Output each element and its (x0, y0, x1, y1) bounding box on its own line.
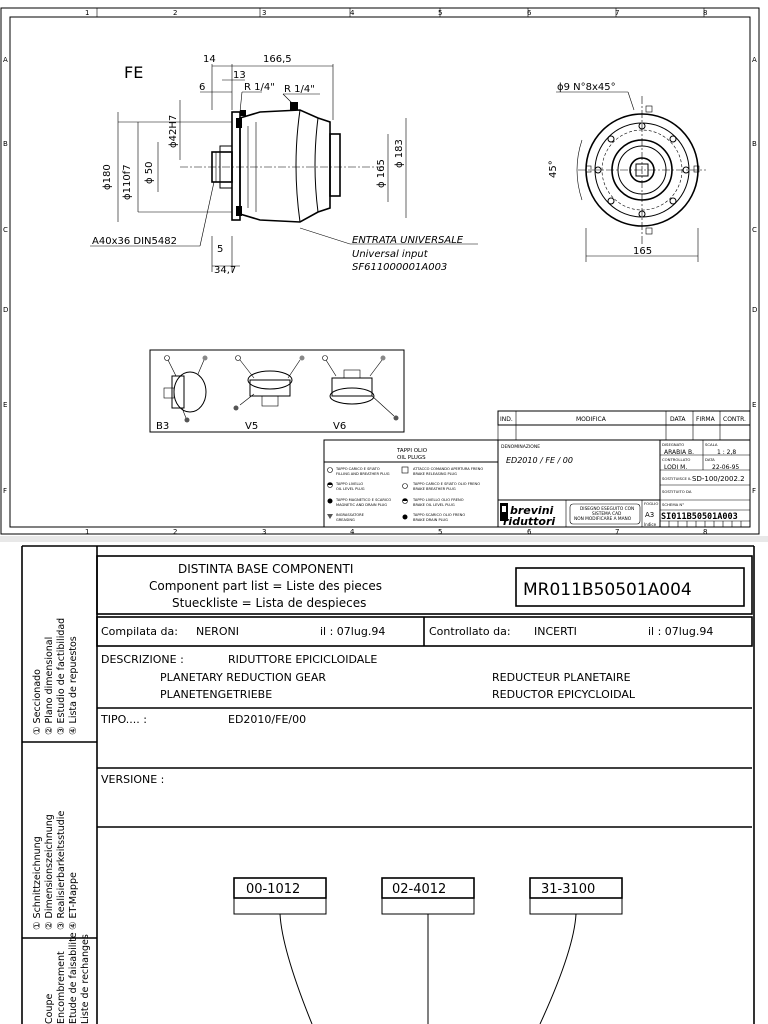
col-label: 1 (85, 9, 90, 17)
plug-item: TAPPO LIVELLO (336, 482, 364, 486)
mounting-label-v5: V5 (245, 421, 259, 432)
side-es-3: ③ Estudio de factibilidad (56, 617, 67, 735)
versione-label: VERSIONE : (101, 773, 165, 786)
col-label: 2 (173, 9, 178, 17)
denominazione-value: ED2010 / FE / 00 (506, 456, 573, 465)
descr-de: PLANETENGETRIEBE (160, 688, 273, 701)
side-fr-3: Etude de faisabilite (68, 932, 79, 1024)
col-label: 7 (615, 9, 620, 17)
col-label: 5 (438, 528, 443, 536)
mounting-v6 (323, 356, 399, 433)
mounting-label-v6: V6 (333, 421, 347, 432)
partlist-subtitle-2: Stueckliste = Lista de despieces (172, 596, 367, 610)
rev-col-contr: CONTR. (723, 416, 746, 423)
row-label: F (752, 487, 757, 495)
plug-item: ATTACCO COMANDO APERTURA FRENO (413, 467, 484, 471)
tree-box-2: 31-3100 (541, 882, 596, 897)
side-de-3: ③ Realisierbarkeitsstudie (56, 810, 67, 930)
row-label: B (3, 140, 8, 148)
plug-item: BRAKE OIL LEVEL PLUG (413, 503, 455, 507)
dim-spline: A40x36 DIN5482 (92, 236, 177, 247)
side-fr-1: Coupe (44, 993, 55, 1024)
compiled-date: il : 07lug.94 (320, 625, 386, 638)
compiled-by: NERONI (196, 625, 239, 638)
dim-5: 5 (217, 244, 224, 255)
dim-phi42: ϕ42H7 (168, 114, 179, 148)
dim-166-5: 166,5 (263, 54, 292, 65)
grid-columns-bottom (85, 528, 707, 536)
side-de-4: ④ ET-Mappe (68, 872, 79, 930)
side-es-1: ① Seccionado (32, 669, 43, 735)
plug-item: TAPPO SCARICO OLIO FRENO (413, 513, 466, 517)
side-es-4: ④ Lista de repuestos (68, 636, 79, 735)
descr-es: REDUCTOR EPICYCLOIDAL (492, 688, 635, 701)
side-de-1: ① Schnittzeichnung (32, 836, 43, 930)
dim-r2: R 1/4" (284, 84, 315, 95)
col-label: 6 (527, 528, 532, 536)
partlist-subtitle-1: Component part list = Liste des pieces (149, 579, 383, 593)
tipo-label: TIPO.... : (101, 713, 147, 726)
col-label: 3 (262, 528, 267, 536)
plug-item: TAPPO CARICO E SFIATO (336, 467, 380, 471)
side-fr-4: Liste de rechanges (80, 934, 91, 1024)
revision-table (498, 411, 750, 440)
brand-riduttori: riduttori (503, 515, 556, 528)
col-label: 8 (703, 9, 708, 17)
title-block (498, 440, 750, 528)
tree-box-0: 00-1012 (246, 882, 301, 897)
descr-label: DESCRIZIONE : (101, 653, 184, 666)
grid-rows (3, 56, 757, 495)
row-label: A (3, 56, 8, 64)
scala-value: 1 : 2,8 (717, 449, 737, 456)
denominazione-label: DENOMINAZIONE (501, 445, 541, 450)
indice-label: Indice (644, 522, 657, 527)
dim-34-7: 34,7 (214, 265, 237, 276)
plug-item: MAGNETIC AND DRAIN PLUG (336, 503, 388, 507)
dim-6: 6 (199, 82, 206, 93)
input-note-code: SF611000001A003 (352, 262, 448, 273)
controllato-label: CONTROLLATO (662, 457, 691, 462)
plug-item: BRAKE BREATHER PLUG (413, 487, 456, 491)
dim-phi165-v: ϕ 165 (376, 159, 387, 188)
plugs-title: TAPPI OLIO (397, 448, 428, 454)
controllato-value: LODI M. (664, 464, 688, 471)
dim-phi110: ϕ110f7 (122, 164, 133, 200)
plug-item: FILLING AND BREATHER PLUG (336, 472, 390, 476)
dim-phi180: ϕ180 (102, 164, 113, 190)
plug-item: BRAKE DRAIN PLUG (413, 518, 448, 522)
plug-item: INGRASSATORE (336, 513, 364, 517)
col-label: 6 (527, 9, 532, 17)
cad-note: SISTEMA CAD (592, 512, 622, 517)
side-de-2: ② Dimensionszeichnung (44, 814, 55, 930)
row-label: D (3, 306, 9, 314)
dim-angle: 45° (548, 160, 559, 178)
data-value: 22-06-95 (712, 464, 740, 471)
grid-columns-top (85, 8, 707, 17)
dim-14: 14 (203, 54, 216, 65)
side-es-2: ② Plano dimensional (44, 636, 55, 735)
descr-fr: REDUCTEUR PLANETAIRE (492, 671, 631, 684)
scala-label: SCALA (705, 442, 718, 447)
side-fr-2: Encombrement (56, 951, 67, 1024)
disegnato-label: DISEGNATO (662, 442, 685, 447)
row-label: E (3, 401, 8, 409)
plug-item: TAPPO MAGNETICO E SCARICO (336, 498, 392, 502)
col-label: 4 (350, 528, 355, 536)
col-label: 3 (262, 9, 267, 17)
drawing-code: SI011B50501A003 (661, 512, 738, 522)
sostituisce-value: SD-100/2002.2 (692, 475, 745, 483)
sidebar-de (32, 811, 79, 930)
plug-item: BRAKE RELEASING PLUG (413, 472, 457, 476)
dim-165-h: 165 (633, 246, 653, 257)
data-label: DATA (705, 457, 715, 462)
mounting-label-b3: B3 (156, 421, 170, 432)
row-label: E (752, 401, 757, 409)
partlist-title: DISTINTA BASE COMPONENTI (178, 562, 354, 576)
dim-r1: R 1/4" (244, 82, 275, 93)
checked-label: Controllato da: (429, 625, 511, 638)
tipo-value: ED2010/FE/00 (228, 713, 307, 726)
col-label: 4 (350, 9, 355, 17)
schema-label: SCHEMA N° (662, 502, 685, 507)
checked-by: INCERTI (534, 625, 577, 638)
side-view (548, 82, 706, 262)
row-label: C (752, 226, 757, 234)
row-label: F (3, 487, 8, 495)
view-label: FE (124, 63, 144, 82)
row-label: D (752, 306, 758, 314)
mounting-b3 (156, 356, 208, 433)
foglio-value: A3 (645, 511, 655, 519)
col-label: 8 (703, 528, 708, 536)
dim-phi50: ϕ 50 (144, 161, 155, 184)
cad-note: NON MODIFICARE A MANO (574, 517, 632, 522)
sostituito-label: SOSTITUITO DA (662, 489, 692, 494)
foglio-label: FOGLIO (644, 501, 659, 506)
col-label: 5 (438, 9, 443, 17)
dim-phi183: ϕ 183 (394, 139, 405, 168)
sostituisce-label: SOSTITUISCE IL (662, 476, 692, 481)
mounting-v5 (234, 356, 305, 433)
tree-box-1: 02-4012 (392, 882, 447, 897)
plugs-subtitle: OIL PLUGS (397, 455, 426, 461)
plug-item: OIL LEVEL PLUG (336, 487, 365, 491)
sidebar-es (32, 618, 79, 735)
input-note-en: Universal input (352, 249, 428, 260)
oil-plugs-table (324, 440, 498, 527)
descr-it: RIDUTTORE EPICICLOIDALE (228, 653, 378, 666)
descr-en: PLANETARY REDUCTION GEAR (160, 671, 327, 684)
checked-date: il : 07lug.94 (648, 625, 714, 638)
page-separator (0, 536, 768, 542)
brand-brevini: brevini (510, 504, 554, 517)
col-label: 1 (85, 528, 90, 536)
sidebar-fr (44, 932, 91, 1024)
row-label: A (752, 56, 757, 64)
rev-col-firma: FIRMA (696, 416, 715, 423)
plug-item: TAPPO CARICO E SFIATO OLIO FRENO (413, 482, 481, 486)
disegnato-value: ARABIA B. (664, 449, 695, 456)
col-label: 2 (173, 528, 178, 536)
dim-13: 13 (233, 70, 246, 81)
compiled-label: Compilata da: (101, 625, 178, 638)
dim-holes: ϕ9 N°8x45° (557, 82, 616, 93)
front-view (90, 54, 478, 276)
row-label: B (752, 140, 757, 148)
rev-col-ind: IND. (500, 416, 513, 423)
cad-note: DISEGNO ESEGUITO CON (580, 507, 635, 512)
plug-item: GREASING (336, 518, 355, 522)
rev-col-modifica: MODIFICA (576, 416, 606, 423)
rev-col-data: DATA (670, 416, 686, 423)
plug-item: TAPPO LIVELLO OLIO FRENO (413, 498, 464, 502)
row-label: C (3, 226, 8, 234)
mounting-positions (150, 350, 404, 432)
input-note-title: ENTRATA UNIVERSALE (352, 235, 464, 246)
col-label: 7 (615, 528, 620, 536)
partlist-code: MR011B50501A004 (523, 580, 692, 600)
